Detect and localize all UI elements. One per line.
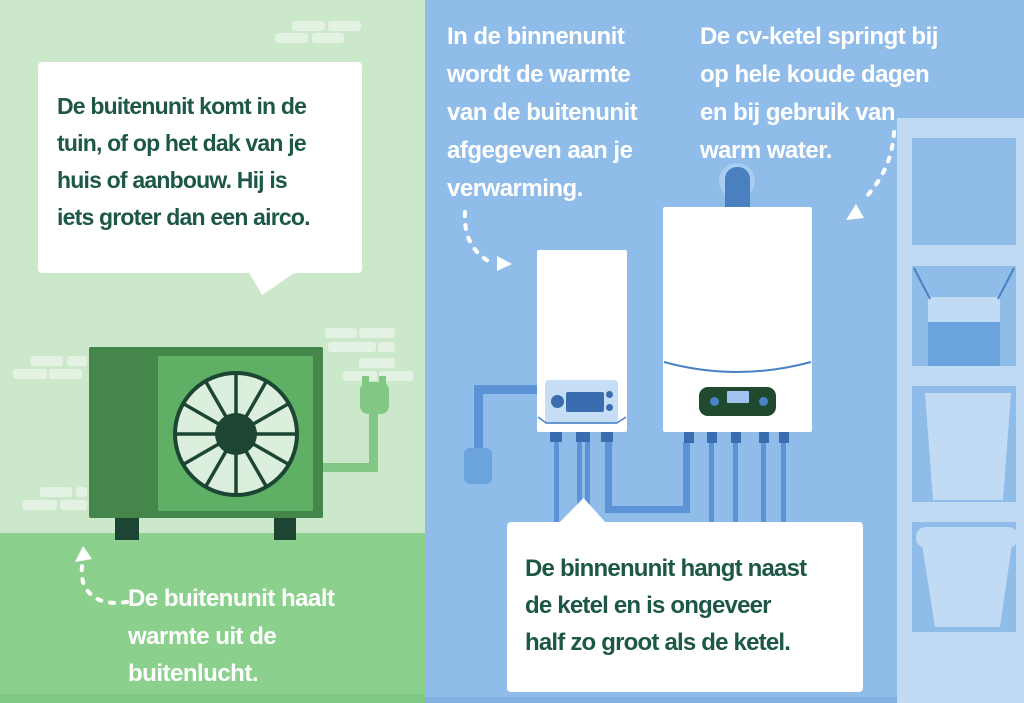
pipe-stub [759,432,769,443]
pipe [605,506,690,513]
ground-edge [0,694,425,703]
brick [378,342,395,352]
storage-box [928,322,1000,366]
pipe-stub [601,432,613,442]
brick [13,369,47,379]
brick [343,371,377,381]
pipe-stub [550,432,562,442]
brick [30,356,63,366]
panel-knob [551,395,564,408]
panel-dot [606,404,613,411]
bucket [920,393,1016,500]
brick [328,21,361,31]
bubble-pointer [248,271,297,295]
floor-strip [425,697,897,703]
chimney-pipe [725,167,750,208]
note-text-line: warmte uit de [128,622,277,650]
brick [328,342,376,352]
pipe [474,385,540,394]
outdoor-section [0,0,425,703]
plug-icon [360,382,389,414]
bubble-text-line: de ketel en is ongeveer [525,592,771,619]
brick [49,369,82,379]
bubble-text-line: half zo groot als de ketel. [525,629,791,656]
speech-bubble-buitenunit [38,62,362,273]
note-binnenunit [447,18,637,208]
pipe [781,442,786,524]
pipe [709,442,714,524]
brick [22,500,57,510]
pipe [683,442,690,513]
power-cable [369,410,378,468]
bubble-text-line: iets groter dan een airco. [57,204,310,230]
note-text-line: op hele koude dagen [700,61,930,88]
brick [60,500,87,510]
bubble-text-line: huis of aanbouw. Hij is [57,167,287,193]
boiler-panel-dot [710,397,719,406]
brick [292,21,325,31]
pipe-stub [779,432,789,443]
fan-icon [168,366,304,502]
boiler-display [727,391,749,403]
pot-body [922,544,1012,627]
brick [359,358,395,368]
note-text-line: van de buitenunit [447,99,638,126]
panel-dot [606,391,613,398]
pipe-stub [707,432,717,443]
note-text-line: In de binnenunit [447,23,625,50]
pipe-stub [576,432,590,442]
brick [67,356,87,366]
note-text-line: buitenlucht. [128,660,258,687]
note-text-line: warm water. [700,137,832,164]
pipe [605,442,612,513]
note-text-line: afgegeven aan je [447,137,633,164]
bubble-text-line: tuin, of op het dak van je [57,130,306,156]
pipe-stub [731,432,741,443]
note-text-line: De buitenunit haalt [128,585,335,612]
brick [325,328,357,338]
note-buitenunit [128,580,335,693]
speech-bubble-binnenunit [507,522,863,692]
bubble-text-line: De binnenunit hangt naast [525,555,807,582]
pipe [733,442,738,524]
storage-box-flap [928,297,1000,322]
brick [275,33,308,43]
unit-foot [115,518,139,540]
unit-foot [274,518,296,540]
brick [76,487,87,497]
brick [312,33,344,43]
note-cvketel [700,18,938,170]
bubble-text-line: De buitenunit komt in de [57,93,307,119]
pipe [761,442,766,524]
boiler-panel-dot [759,397,768,406]
thermostat [464,448,492,484]
pipe-stub [684,432,694,443]
note-text-line: wordt de warmte [447,61,631,88]
panel-display [566,392,604,412]
note-text-line: verwarming. [447,175,583,202]
note-text-line: De cv-ketel springt bij [700,23,938,50]
note-text-line: en bij gebruik van [700,99,896,126]
brick [40,487,72,497]
pipe [554,442,559,524]
pipe [474,394,483,450]
brick [359,328,395,338]
